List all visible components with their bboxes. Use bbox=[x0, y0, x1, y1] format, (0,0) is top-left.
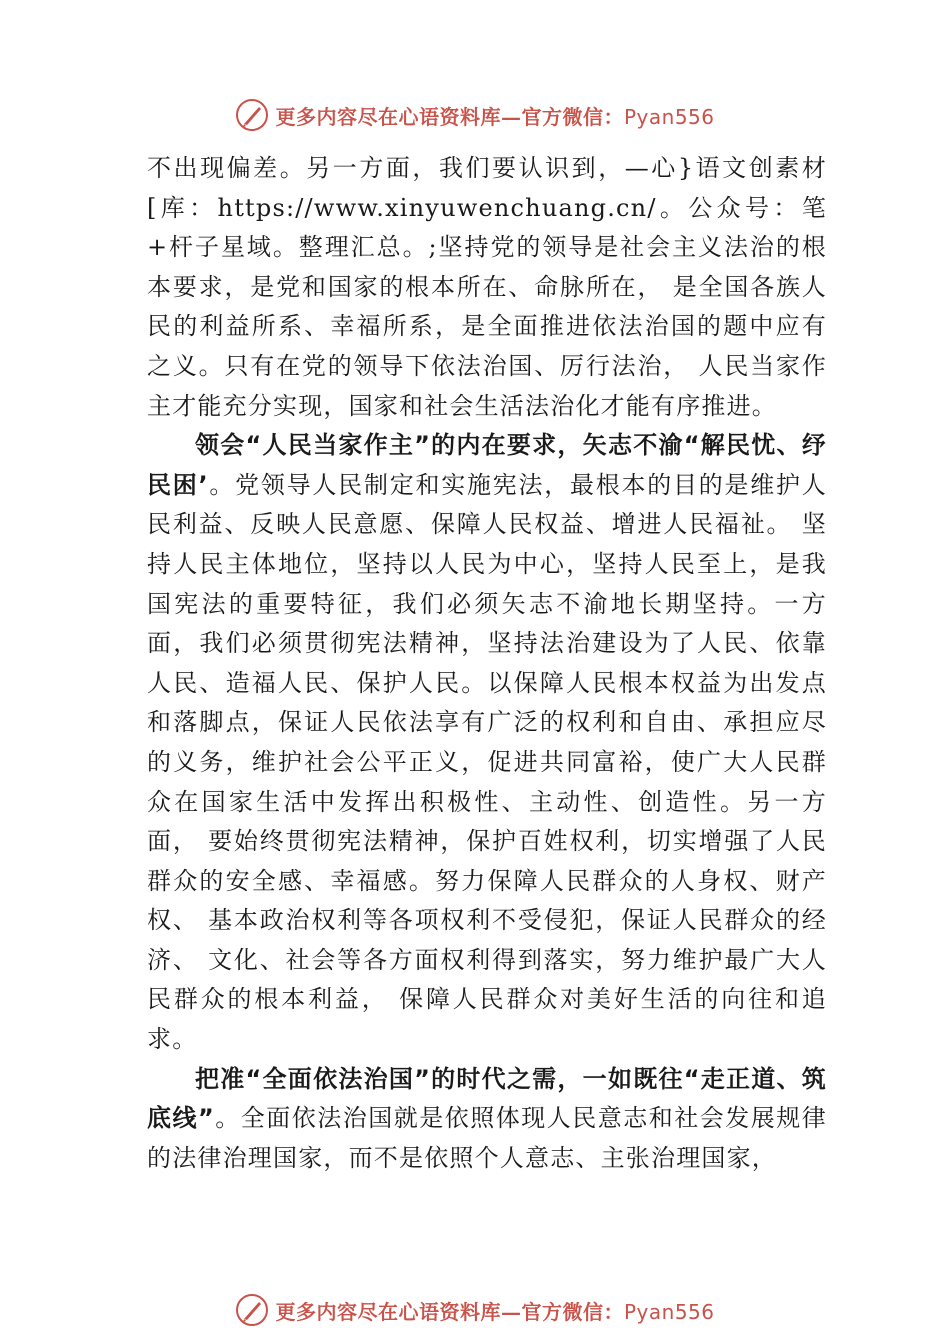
paragraph-2-body: 。党领导人民制定和实施宪法，最根本的目的是维护人民利益、反映人民意愿、保障人民权益、增进人民福祉。 坚持人民主体地位，坚持以人民为中心，坚持人民至上，是我国宪法的重要特征，我们必须矢志不渝地长期坚持。一方面，我们必须贯彻宪法精神，坚持法治建设为了人民、依靠人民、造福人民、保护人民。以保障人民根本权益为出发点和落脚点，保证人民依法享有广泛的权利和自由、承担应尽的义务，维护社会公平正义，促进共同富裕，使广大人民群众在国家生活中发挥出积极性、主动性、创造性。另一方面， 要始终贯彻宪法精神，保护百姓权利，切实增强了人民群众的安全感、幸福感。努力保障人民群众的人身权、财产权、 基本政治权利等各项权利不受侵犯，保证人民群众的经济、 文化、社会等各方面权利得到落实，努力维护最广大人民群众的根本利益， 保障人民群众对美好生活的向往和追求。 bbox=[147, 470, 827, 1054]
quill-pen-logo-icon bbox=[235, 1293, 269, 1327]
document-body bbox=[147, 149, 827, 1178]
banner-text: 更多内容尽在心语资料库—官方微信：Pyan556 bbox=[275, 1299, 715, 1324]
footer-banner bbox=[0, 1290, 950, 1330]
paragraph-2 bbox=[147, 426, 827, 1060]
wechat-id: Pyan556 bbox=[623, 1299, 715, 1324]
paragraph-3-lead: 把准“全面依法治国”的时代之需，一如既往“走正道、筑底线” bbox=[147, 1064, 827, 1133]
paragraph-3-body: 。全面依法治国就是依照体现人民意志和社会发展规律的法律治理国家，而不是依照个人意志、主张治理国家， bbox=[147, 1104, 827, 1172]
banner-text: 更多内容尽在心语资料库—官方微信：Pyan556 bbox=[275, 104, 715, 129]
paragraph-1: 不出现偏差。另一方面，我们要认识到，—心}语文创素材[库：https://www.xinyuwenchuang.cn/。公众号：笔+杆子星域。整理汇总。;坚持党的领导是社会主义法治的根本要求，是党和国家的根本所在、命脉所在， 是全国各族人民的利益所系、幸福所系，是全面推进依法治国的题中应有之义。只有在党的领导下依法治国、厉行法治， 人民当家作主才能充分实现，国家和社会生活法治化才能有序推进。 bbox=[147, 154, 827, 420]
wechat-id: Pyan556 bbox=[623, 104, 715, 129]
quill-pen-logo-icon bbox=[235, 98, 269, 132]
paragraph-3 bbox=[147, 1060, 827, 1179]
paragraph-2-lead: 领会“人民当家作主”的内在要求，矢志不渝“解民忧、纾民困’ bbox=[147, 431, 827, 499]
header-banner bbox=[0, 95, 950, 135]
